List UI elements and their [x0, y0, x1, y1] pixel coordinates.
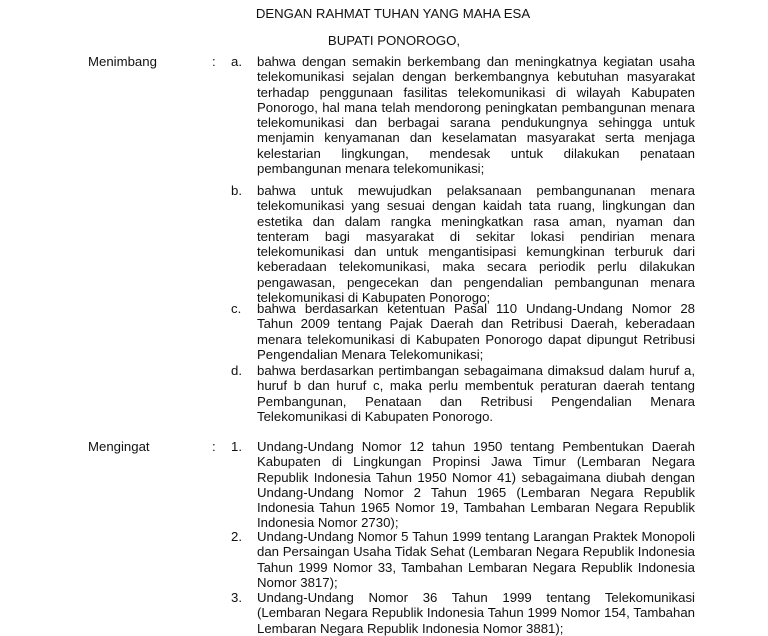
menimbang-item-marker: d. [231, 363, 242, 378]
mengingat-item-text: Undang-Undang Nomor 12 tahun 1950 tentang Pembentukan Daerah Kabupaten di Lingkungan Propinsi Jawa Timur (Lembaran Negara Republik Indonesia Tahun 1950 Nomor 41) sebagaimana diubah dengan Undang-Undang Nomor 2 Tahun 1965 (Lembaran Negara Republik Indonesia Tahun 1965 Nomor 19, Tambahan Lembaran Negara Republik Indonesia Nomor 2730); [257, 439, 695, 531]
mengingat-colon: : [212, 439, 216, 454]
mengingat-item-marker: 2. [231, 529, 242, 544]
menimbang-colon: : [212, 54, 216, 69]
menimbang-item-text: bahwa berdasarkan pertimbangan sebagaimana dimaksud dalam huruf a, huruf b dan huruf c, maka perlu membentuk peraturan daerah tentang Pembangunan, Penataan dan Retribusi Pengendalian Menara Telekomunikasi di Kabupaten Ponorogo. [257, 363, 695, 424]
document-heading-line-2: BUPATI PONOROGO, [327, 33, 461, 48]
menimbang-item-marker: b. [231, 183, 242, 198]
mengingat-item-marker: 1. [231, 439, 242, 454]
document-heading-line-1: DENGAN RAHMAT TUHAN YANG MAHA ESA [255, 6, 531, 21]
menimbang-item-marker: c. [231, 301, 242, 316]
menimbang-item-text: bahwa berdasarkan ketentuan Pasal 110 Undang-Undang Nomor 28 Tahun 2009 tentang Pajak Daerah dan Retribusi Daerah, keberadaan menara telekomunikasi di Kabupaten Ponorogo dapat dipungut Retribusi Pengendalian Menara Telekomunikasi; [257, 301, 695, 362]
menimbang-label: Menimbang [88, 54, 157, 69]
mengingat-item-text: Undang-Undang Nomor 5 Tahun 1999 tentang Larangan Praktek Monopoli dan Persaingan Usaha Tidak Sehat (Lembaran Negara Republik Indonesia Tahun 1999 Nomor 33, Tambahan Lembaran Negara Republik Indonesia Nomor 3817); [257, 529, 695, 590]
menimbang-item-text: bahwa untuk mewujudkan pelaksanaan pembangunanan menara telekomunikasi yang sesuai dengan kaidah tata ruang, lingkungan dan estetika dan dalam rangka meningkatkan rasa aman, nyaman dan tenteram bagi masyarakat di sekitar lokasi pendirian menara telekomunikasi dan untuk mengantisipasi kemungkinan terburuk dari keberadaan telekomunikasi, maka secara periodik perlu dilakukan pengawasan, pengecekan dan pengendalian pembangunan menara telekomunikasi di Kabupaten Ponorogo; [257, 183, 695, 306]
menimbang-item-text: bahwa dengan semakin berkembang dan meningkatnya kegiatan usaha telekomunikasi sejalan dengan berkembangnya kebutuhan masyarakat terhadap penggunaan fasilitas telekomunikasi di wilayah Kabupaten Ponorogo, hal mana telah mendorong peningkatan pembangunan menara telekomunikasi dan berbagai sarana pendukungnya sehingga untuk menjamin kenyamanan dan keselamatan masyarakat serta menjaga kelestarian lingkungan, mendesak untuk dilakukan penataan pembangunan menara telekomunikasi; [257, 54, 695, 177]
menimbang-item-marker: a. [231, 54, 242, 69]
mengingat-label: Mengingat [88, 439, 150, 454]
mengingat-item-marker: 3. [231, 590, 242, 605]
mengingat-item-text: Undang-Undang Nomor 36 Tahun 1999 tentang Telekomunikasi (Lembaran Negara Republik Indonesia Tahun 1999 Nomor 154, Tambahan Lembaran Negara Republik Indonesia Nomor 3881); [257, 590, 695, 636]
